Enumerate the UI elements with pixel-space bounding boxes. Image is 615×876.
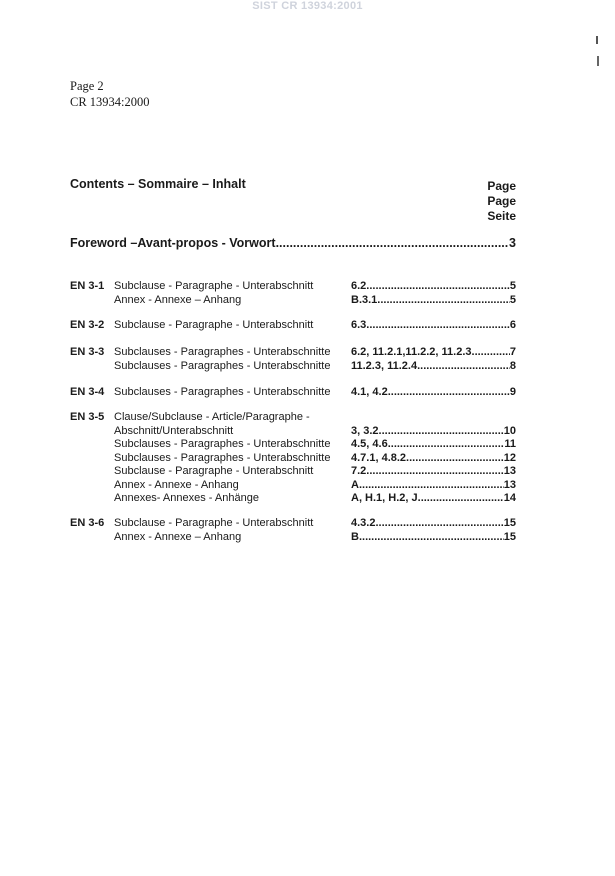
toc-entry-clause-ref: A, H.1, H.2, J	[351, 492, 418, 504]
toc-entry-reference	[351, 438, 516, 452]
toc-entry-description: Abschnitt/Unterabschnitt	[114, 424, 234, 437]
toc-entry-reference	[351, 531, 516, 545]
toc-entry-page: 13	[503, 478, 516, 491]
toc-entry-code: EN 3-3	[70, 346, 105, 358]
toc-entry-reference	[351, 479, 516, 493]
toc-entry[interactable]	[70, 346, 516, 360]
toc-entry[interactable]	[70, 411, 516, 425]
foreword-page: 3	[509, 236, 516, 250]
toc-entry-reference	[351, 452, 516, 466]
toc-entry-description: Subclauses - Paragraphes - Unterabschnitte	[114, 438, 331, 450]
toc-entry-page: 12	[503, 451, 516, 464]
dot-leader	[375, 517, 503, 531]
toc-entry-clause-ref: 4.7.1, 4.8.2	[351, 451, 407, 464]
toc-entry-reference	[351, 492, 516, 506]
toc-entry-page: 9	[509, 386, 516, 398]
toc-entry[interactable]	[70, 492, 516, 506]
toc-entry-page: 15	[503, 530, 516, 543]
toc-entry-reference	[351, 517, 516, 531]
toc-entry[interactable]	[70, 438, 516, 452]
toc-entry-clause-ref: 4.3.2	[351, 517, 376, 529]
toc-entry-code: EN 3-5	[70, 411, 105, 423]
dot-leader	[366, 280, 510, 294]
toc-entry-clause-ref: 11.2.3, 11.2.4	[351, 359, 418, 372]
toc-entry-description: Annex - Annexe - Anhang	[114, 478, 239, 491]
page-heading-en: Page	[487, 179, 516, 193]
toc-entry-clause-ref: 6.2	[351, 280, 367, 292]
toc-entry-description: Subclause - Paragraphe - Unterabschnitt	[114, 465, 314, 477]
toc-entry[interactable]	[70, 425, 516, 439]
toc-entry-description: Subclauses - Paragraphes - Unterabschnitte	[114, 346, 331, 358]
toc-entry-description: Subclauses - Paragraphes - Unterabschnitte	[114, 359, 331, 372]
dot-leader	[388, 438, 505, 452]
toc-entry-code: EN 3-1	[70, 280, 105, 292]
scan-artifact	[596, 36, 598, 44]
foreword-label: Foreword –Avant-propos - Vorwort	[70, 236, 276, 250]
toc-entry-clause-ref: 6.2, 11.2.1,11.2.2, 11.2.3	[351, 346, 472, 358]
page-number-label: Page 2	[70, 79, 104, 93]
toc-entry-description: Subclause - Paragraphe - Unterabschnitt	[114, 319, 314, 331]
dot-leader	[388, 386, 510, 400]
toc-entry-description: Clause/Subclause - Article/Paragraphe -	[114, 411, 310, 423]
toc-entry-description: Subclauses - Paragraphes - Unterabschnitte	[114, 451, 331, 464]
document-reference: CR 13934:2000	[70, 95, 150, 109]
toc-entry-clause-ref: 4.1, 4.2	[351, 386, 388, 398]
toc-entry-code: EN 3-6	[70, 517, 105, 529]
toc-entry-clause-ref: B	[351, 530, 359, 543]
toc-entry-page: 13	[503, 465, 516, 477]
dot-leader	[406, 452, 504, 466]
toc-entry-page: 10	[503, 424, 516, 437]
toc-entry[interactable]	[70, 360, 516, 374]
toc-entry-reference	[351, 360, 516, 374]
toc-entry-clause-ref: 3, 3.2	[351, 424, 379, 437]
toc-entry-reference	[351, 386, 516, 400]
toc-entry-reference	[351, 319, 516, 333]
toc-entry-description: Subclause - Paragraphe - Unterabschnitt	[114, 517, 314, 529]
toc-entry[interactable]	[70, 452, 516, 466]
toc-entry-clause-ref: B.3.1	[351, 293, 378, 306]
document-watermark: SIST CR 13934:2001	[252, 0, 363, 12]
toc-entry-page: 15	[503, 517, 516, 529]
toc-entry-page: 5	[509, 280, 516, 292]
toc-entry-page: 5	[509, 293, 516, 306]
dot-leader	[472, 346, 510, 360]
toc-entry-page: 8	[509, 359, 516, 372]
dot-leader	[418, 492, 504, 506]
toc-entry[interactable]	[70, 386, 516, 400]
dot-leader	[366, 465, 503, 479]
toc-entry-clause-ref: A	[351, 478, 359, 491]
page-column-heading	[484, 179, 516, 223]
dot-leader	[417, 360, 510, 374]
toc-entry-page: 6	[509, 319, 516, 331]
toc-entry[interactable]	[70, 465, 516, 479]
contents-title: Contents – Sommaire – Inhalt	[70, 177, 246, 191]
toc-entry[interactable]	[70, 280, 516, 294]
toc-entry[interactable]	[70, 294, 516, 308]
toc-entry-description: Subclauses - Paragraphes - Unterabschnitte	[114, 386, 331, 398]
toc-entry[interactable]	[70, 319, 516, 333]
toc-entry[interactable]	[70, 517, 516, 531]
page-header	[70, 78, 150, 110]
toc-entry[interactable]	[70, 531, 516, 545]
toc-entry-description: Subclause - Paragraphe - Unterabschnitt	[114, 280, 314, 292]
toc-entry-description: Annex - Annexe – Anhang	[114, 530, 242, 543]
toc-entry-clause-ref: 4.5, 4.6	[351, 438, 388, 450]
toc-entry-reference	[351, 346, 516, 360]
toc-entry[interactable]	[70, 479, 516, 493]
dot-leader	[359, 531, 504, 545]
toc-entry-reference	[351, 465, 516, 479]
toc-entry-description: Annex - Annexe – Anhang	[114, 293, 242, 306]
toc-entry-clause-ref: 6.3	[351, 319, 367, 331]
toc-entry-clause-ref: 7.2	[351, 465, 367, 477]
dot-leader	[377, 294, 510, 308]
page-heading-fr: Page	[487, 193, 516, 208]
dot-leader	[379, 425, 504, 439]
toc-entry-reference	[351, 425, 516, 439]
toc-foreword-entry[interactable]	[70, 236, 516, 250]
toc-entry-code: EN 3-2	[70, 319, 105, 331]
dot-leader	[366, 319, 510, 333]
toc-entry-page: 7	[509, 346, 516, 358]
dot-leader	[359, 479, 504, 493]
dot-leader	[276, 236, 509, 250]
toc-entry-reference	[351, 280, 516, 294]
toc-entry-description: Annexes- Annexes - Anhänge	[114, 492, 259, 504]
page-heading-de: Seite	[487, 208, 516, 223]
toc-entry-reference	[351, 294, 516, 308]
toc-entry-code: EN 3-4	[70, 386, 105, 398]
scan-artifact	[597, 56, 599, 66]
toc-entry-page: 14	[503, 492, 516, 504]
toc-entry-page: 11	[504, 438, 516, 450]
